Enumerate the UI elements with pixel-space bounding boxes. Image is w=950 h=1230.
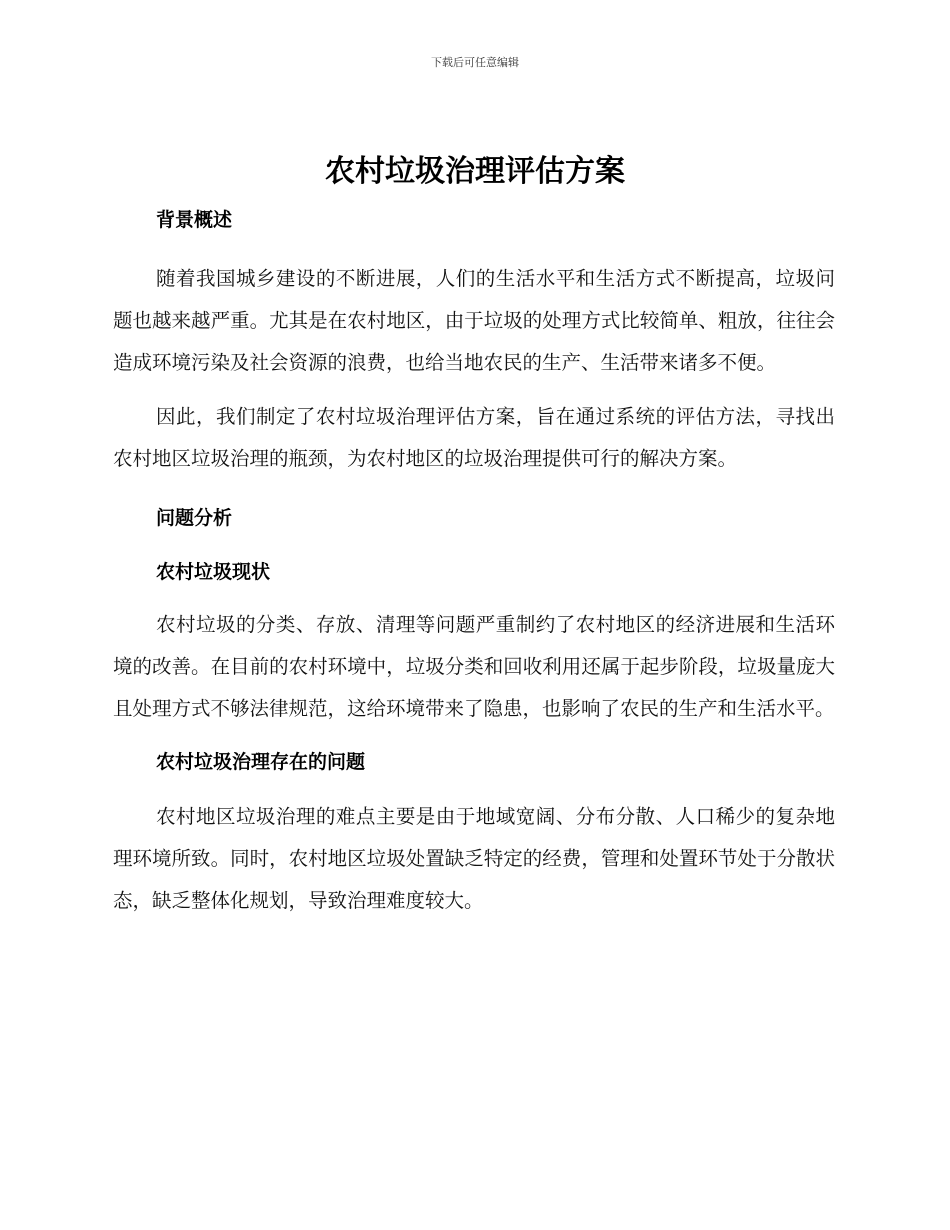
document-body <box>113 202 835 922</box>
paragraph-status-1: 农村垃圾的分类、存放、清理等问题严重制约了农村地区的经济进展和生活环境的改善。在目前的农村环境中，垃圾分类和回收利用还属于起步阶段，垃圾量庞大且处理方式不够法律规范，这给环境带来了隐患，也影响了农民的生产和生活水平。 <box>113 613 835 720</box>
section-heading-analysis: 问题分析 <box>156 507 233 529</box>
subsection-heading-problems: 农村垃圾治理存在的问题 <box>156 751 366 773</box>
header-note: 下载后可任意编辑 <box>431 56 519 69</box>
section-heading-background: 背景概述 <box>156 209 233 231</box>
paragraph-background-1: 随着我国城乡建设的不断进展，人们的生活水平和生活方式不断提高，垃圾问题也越来越严重。尤其是在农村地区，由于垃圾的处理方式比较简单、粗放，往往会造成环境污染及社会资源的浪费，也给当地农民的生产、生活带来诸多不便。 <box>113 267 835 374</box>
document-title: 农村垃圾治理评估方案 <box>325 154 625 189</box>
paragraph-background-2: 因此，我们制定了农村垃圾治理评估方案，旨在通过系统的评估方法，寻找出农村地区垃圾治理的瓶颈，为农村地区的垃圾治理提供可行的解决方案。 <box>113 405 835 470</box>
subsection-heading-status: 农村垃圾现状 <box>156 561 271 583</box>
paragraph-problems-1: 农村地区垃圾治理的难点主要是由于地域宽阔、分布分散、人口稀少的复杂地理环境所致。同时，农村地区垃圾处置缺乏特定的经费，管理和处置环节处于分散状态，缺乏整体化规划，导致治理难度较大。 <box>113 805 835 912</box>
